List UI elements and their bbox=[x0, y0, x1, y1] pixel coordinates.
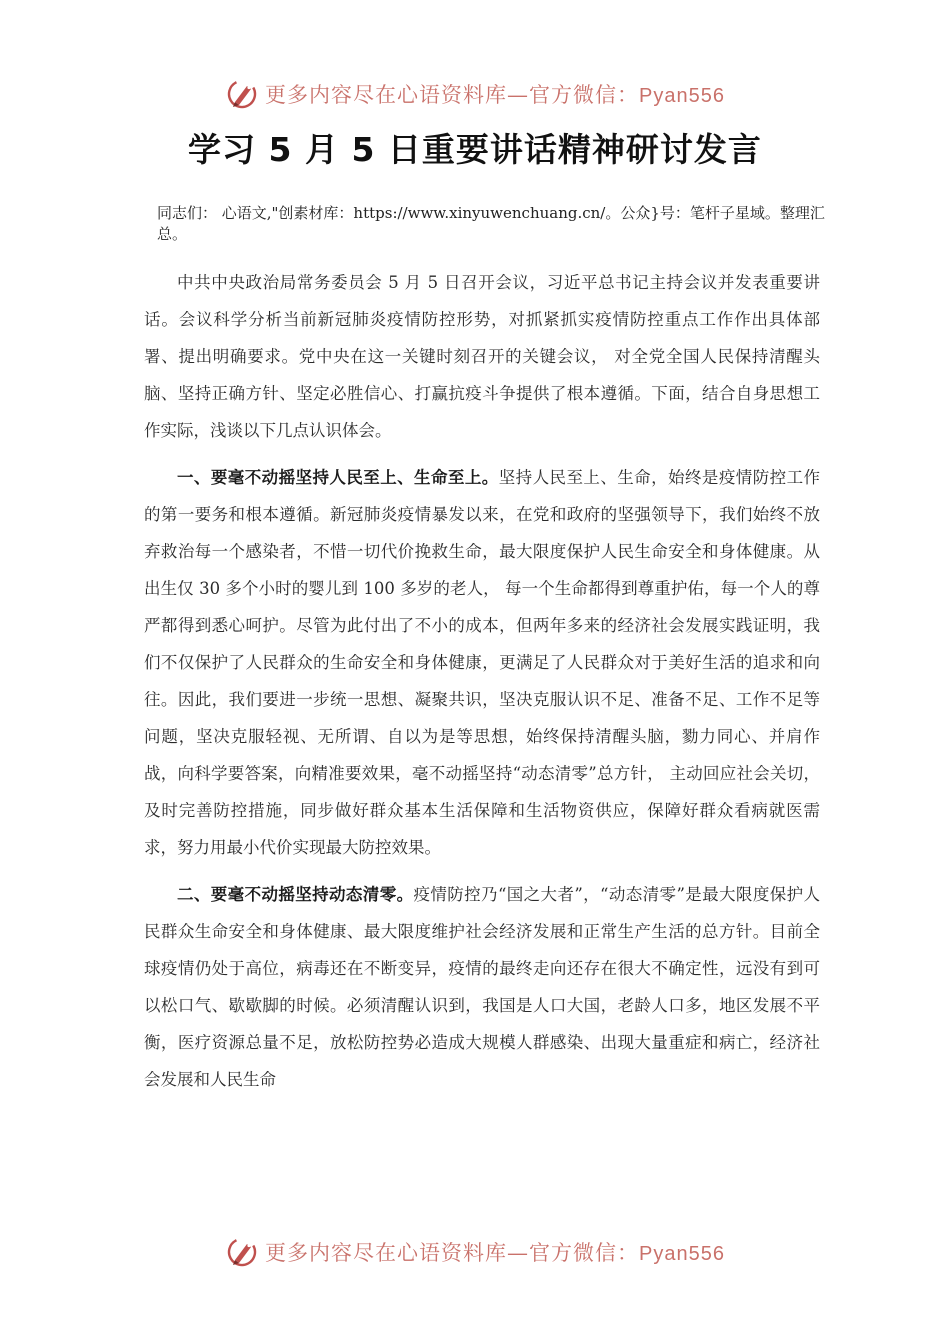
paragraph-lead: 一、要毫不动摇坚持人民至上、生命至上。 bbox=[177, 468, 499, 487]
paragraph-text: 中共中央政治局常务委员会 5 月 5 日召开会议，习近平总书记主持会议并发表重要讲话。会议科学分析当前新冠肺炎疫情防控形势，对抓紧抓实疫情防控重点工作作出具体部署、提出明确要求。党中央在这一关键时刻召开的关键会议， 对全党全国人民保持清醒头脑、坚持正确方针、坚定必胜信心、打赢抗疫斗争提供了根本遵循。下面，结合自身思想工作实际，浅谈以下几点认识体会。 bbox=[144, 273, 820, 440]
document-body bbox=[144, 264, 820, 1108]
footer-banner bbox=[0, 1232, 950, 1272]
header-banner bbox=[0, 74, 950, 114]
banner-label: 更多内容尽在心语资料库—官方微信： bbox=[265, 1241, 640, 1265]
banner-label: 更多内容尽在心语资料库—官方微信： bbox=[265, 83, 640, 107]
banner-handle: Pyan556 bbox=[639, 1243, 725, 1265]
paragraph-lead: 二、要毫不动摇坚持动态清零。 bbox=[177, 885, 414, 904]
source-note: 同志们： 心语文,"创素材库：https://www.xinyuwenchuang.cn/。公众}号：笔杆子星域。整理汇总。 bbox=[157, 204, 825, 243]
document-title: 学习 5 月 5 日重要讲话精神研讨发言 bbox=[188, 130, 762, 169]
pen-logo-icon bbox=[225, 1235, 259, 1269]
banner-text bbox=[265, 1237, 725, 1267]
banner-handle: Pyan556 bbox=[639, 85, 725, 107]
pen-logo-icon bbox=[225, 77, 259, 111]
paragraph-section-1 bbox=[144, 459, 820, 866]
paragraph-text: 坚持人民至上、生命，始终是疫情防控工作的第一要务和根本遵循。新冠肺炎疫情暴发以来，在党和政府的坚强领导下，我们始终不放弃救治每一个感染者，不惜一切代价挽救生命，最大限度保护人民生命安全和身体健康。从出生仅 30 多个小时的婴儿到 100 多岁的老人， 每一个生命都得到尊重护佑，每一个人的尊严都得到悉心呵护。尽管为此付出了不小的成本，但两年多来的经济社会发展实践证明，我们不仅保护了人民群众的生命安全和身体健康，更满足了人民群众对于美好生活的追求和向往。因此，我们要进一步统一思想、凝聚共识，坚决克服认识不足、准备不足、工作不足等问题，坚决克服轻视、无所谓、自以为是等思想，始终保持清醒头脑，勠力同心、并肩作战，向科学要答案，向精准要效果，毫不动摇坚持“动态清零”总方针， 主动回应社会关切，及时完善防控措施，同步做好群众基本生活保障和生活物资供应，保障好群众看病就医需求，努力用最小代价实现最大防控效果。 bbox=[144, 468, 821, 857]
paragraph-section-2 bbox=[144, 876, 820, 1098]
paragraph-intro bbox=[144, 264, 820, 449]
banner-text bbox=[265, 79, 725, 109]
paragraph-text: 疫情防控乃“国之大者”，“动态清零”是最大限度保护人民群众生命安全和身体健康、最大限度维护社会经济发展和正常生产生活的总方针。目前全球疫情仍处于高位，病毒还在不断变异，疫情的最终走向还存在很大不确定性，远没有到可以松口气、歇歇脚的时候。必须清醒认识到，我国是人口大国，老龄人口多，地区发展不平衡，医疗资源总量不足，放松防控势必造成大规模人群感染、出现大量重症和病亡，经济社会发展和人民生命 bbox=[144, 885, 821, 1089]
